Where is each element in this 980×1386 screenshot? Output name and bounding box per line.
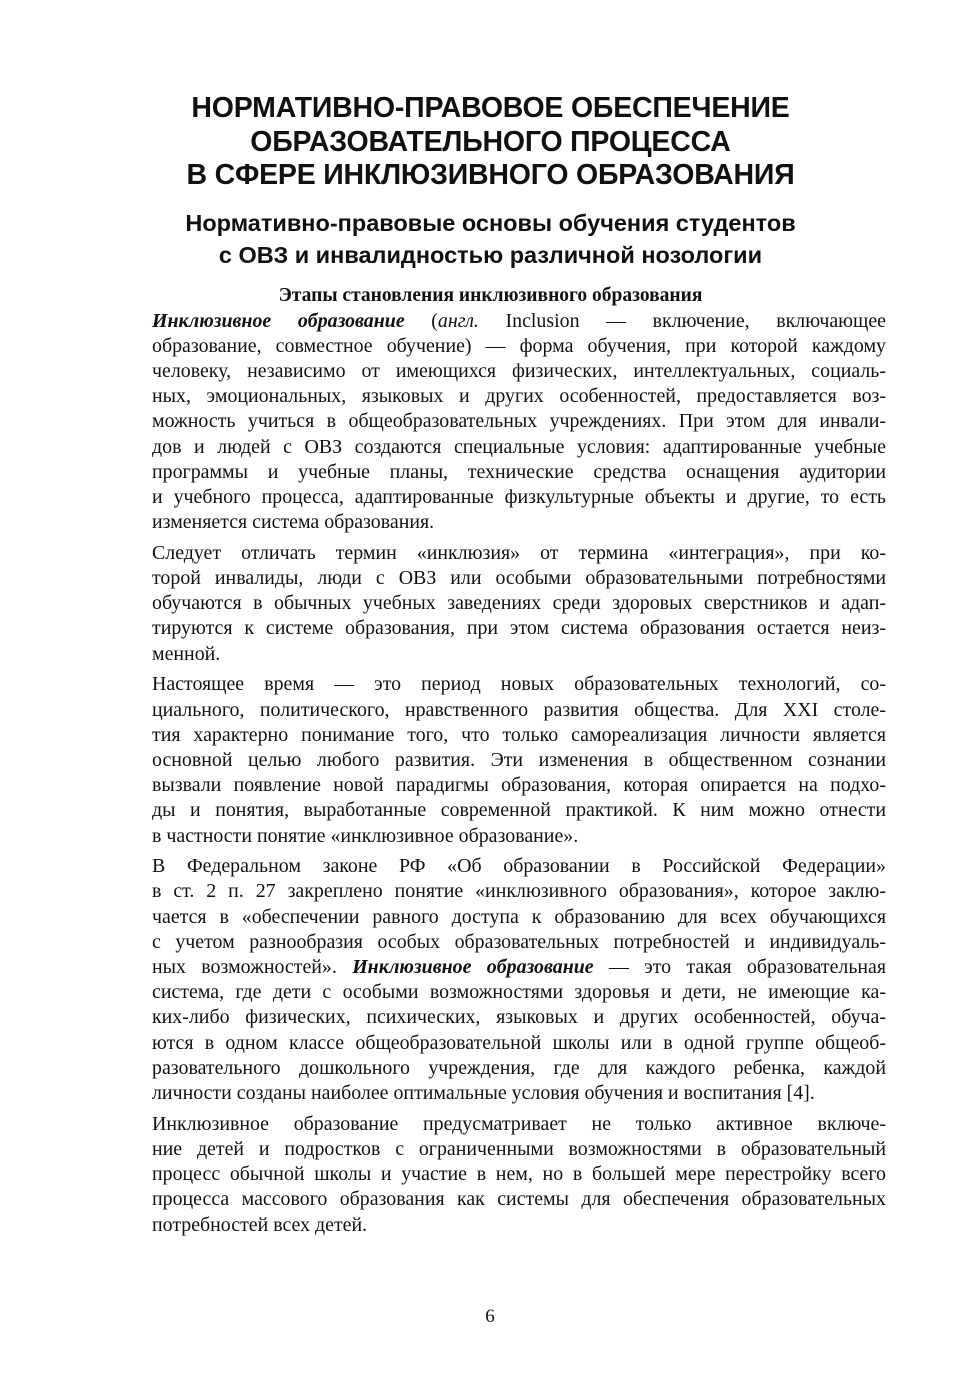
text-line: ются в одном классе общеобразовательной школы или в одной группе общеоб- [152,1031,886,1054]
main-title-line: ОБРАЗОВАТЕЛЬНОГО ПРОЦЕССА [250,125,731,158]
text-line: с учетом разнообразия особых образовательных потребностей и индивидуаль- [152,930,886,953]
text-line: в ст. 2 п. 27 закреплено понятие «инклюзивного образования», которое заклю- [152,880,886,903]
text-line: обучаются в обычных учебных заведениях среди здоровых сверстников и адап- [152,592,886,615]
subtitle-line: с ОВЗ и инвалидностью различной нозологии [218,241,763,268]
text-line: программы и учебные планы, технические средства оснащения аудитории [152,460,886,483]
paragraph-2 [95,541,886,667]
body-text [95,309,886,1238]
page-content [95,92,886,1238]
text-line: потребностей всех детей. [152,1213,368,1236]
text-line: разовательного дошкольного учреждения, где для каждого ребенка, каждой [152,1056,886,1079]
text-line: Настоящее время — это период новых образовательных технологий, со- [152,673,886,696]
lang-abbrev: англ. [437,309,479,332]
text-line: человеку, независимо от имеющихся физических, интеллектуальных, социаль- [152,359,886,382]
main-title-line: НОРМАТИВНО-ПРАВОВОЕ ОБЕСПЕЧЕНИЕ [191,92,790,124]
text-line: образование, совместное обучение) — форма обучения, при которой каждому [152,334,886,357]
text-line [95,955,886,980]
text-line: ды и понятия, выработанные современной практикой. К ним можно отнести [152,799,886,822]
text-fragment: Inclusion — включение, включающее [478,309,886,332]
text-line: изменяется система образования. [152,511,435,534]
text-line: процесс обычной школы и участие в нем, но в большей мере перестройку всего [152,1163,886,1186]
text-line: система, где дети с особыми возможностями здоровья и дети, не имеющие ка- [152,981,886,1004]
subtitle-line: Нормативно-правовые основы обучения студентов [185,209,796,236]
text-line [95,309,886,334]
text-line: основной целью любого развития. Эти изменения в общественном сознании [152,748,886,771]
text-line: циального, политического, нравственного развития общества. Для XXI столе- [152,698,886,721]
text-fragment: ных возможностей». [152,956,353,979]
text-line: можность учиться в общеобразовательных учреждениях. При этом для инвали- [152,410,886,433]
text-line: В Федеральном законе РФ «Об образовании в Российской Федерации» [152,855,886,878]
text-line: ние детей и подростков с ограниченными возможностями в образовательный [152,1138,886,1160]
term-inclusive-education: Инклюзивное образование [152,309,405,332]
text-line: вызвали появление новой парадигмы образования, которая опирается на подхо- [152,774,886,797]
term-inclusive-education: Инклюзивное образование [352,956,594,979]
text-line: менной. [152,642,221,665]
paragraph-4 [95,854,886,1106]
section-title: Этапы становления инклюзивного образования [278,284,703,306]
text-fragment: — это такая образовательная [593,956,887,979]
paragraph-5 [95,1112,886,1238]
text-line: торой инвалиды, люди с ОВЗ или особыми образовательными потребностями [152,567,886,590]
text-line: Следует отличать термин «инклюзия» от термина «интеграция», при ко- [152,541,886,564]
text-line: ных, эмоциональных, языковых и других особенностей, предоставляется воз- [152,385,886,408]
text-line: дов и людей с ОВЗ создаются специальные условия: адаптированные учебные [152,435,886,458]
text-line: и учебного процесса, адаптированные физкультурные объекты и другие, то есть [152,485,886,508]
text-fragment: ( [404,309,438,332]
paragraph-1 [95,309,886,536]
main-title-line: В СФЕРЕ ИНКЛЮЗИВНОГО ОБРАЗОВАНИЯ [186,159,795,191]
text-line: Инклюзивное образование предусматривает не только активное включе- [152,1112,886,1135]
text-line: чается в «обеспечении равного доступа к образованию для всех обучающихся [152,905,886,928]
text-line: в частности понятие «инклюзивное образование». [152,824,579,847]
page-number: 6 [485,1306,495,1327]
text-line: личности созданы наиболее оптимальные условия обучения и воспитания [4]. [152,1082,815,1105]
paragraph-3 [95,672,886,848]
text-line: процесса массового образования как системы для обеспечения образовательных [152,1188,886,1211]
text-line: ких-либо физических, психических, языковых и других особенностей, обуча- [152,1006,886,1029]
main-title [95,92,886,193]
text-line: тируются к системе образования, при этом система образования остается неиз- [152,617,886,640]
text-line: тия характерно понимание того, что только самореализация личности является [152,723,886,746]
subtitle [95,207,886,271]
